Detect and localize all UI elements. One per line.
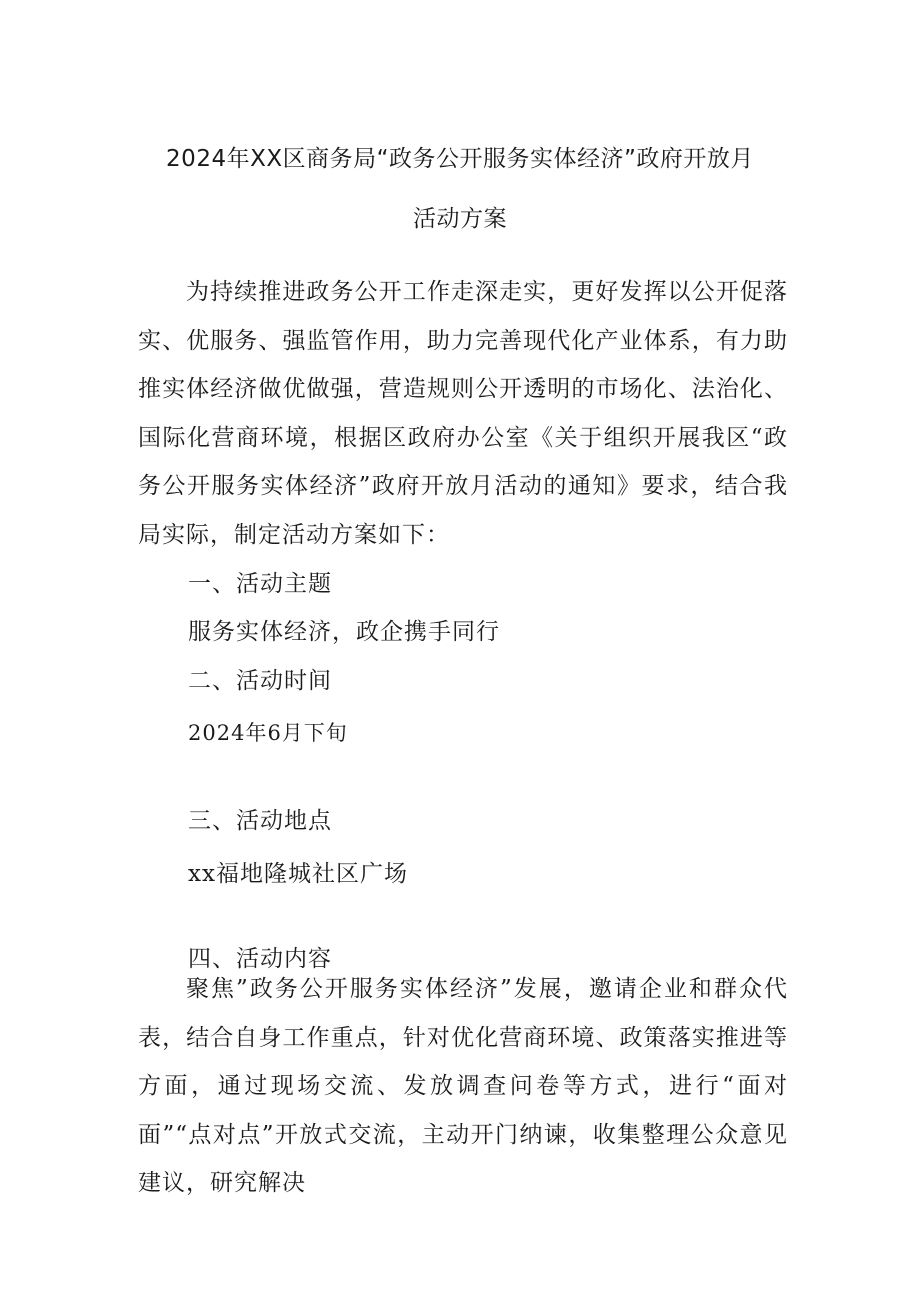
- section-heading-theme: 一、活动主题: [188, 571, 332, 597]
- document-title-line-2: 活动方案: [413, 206, 507, 232]
- section-content-theme: 服务实体经济，政企携手同行: [188, 619, 500, 645]
- section-content-time: 2024年6月下旬: [188, 721, 348, 745]
- section-heading-time: 二、活动时间: [188, 668, 332, 694]
- section-heading-content: 四、活动内容: [188, 946, 332, 972]
- section-content-location: xx福地隆城社区广场: [188, 861, 408, 887]
- section-content-paragraph: 聚焦”政务公开服务实体经济”发展，邀请企业和群众代表，结合自身工作重点，针对优化营商环境、政策落实推进等方面，通过现场交流、发放调查问卷等方式，进行“面对面”“点对点”开放式交流，主动开门纳谏，收集整理公众意见建议，研究解决: [138, 976, 788, 1196]
- intro-paragraph: 为持续推进政务公开工作走深走实，更好发挥以公开促落实、优服务、强监管作用，助力完善现代化产业体系，有力助推实体经济做优做强，营造规则公开透明的市场化、法治化、国际化营商环境，根据区政府办公室《关于组织开展我区“政务公开服务实体经济”政府开放月活动的通知》要求，结合我局实际，制定活动方案如下：: [138, 279, 788, 548]
- section-heading-location: 三、活动地点: [188, 808, 332, 834]
- document-title-line-1: 2024年XX区商务局“政务公开服务实体经济”政府开放月: [166, 146, 754, 172]
